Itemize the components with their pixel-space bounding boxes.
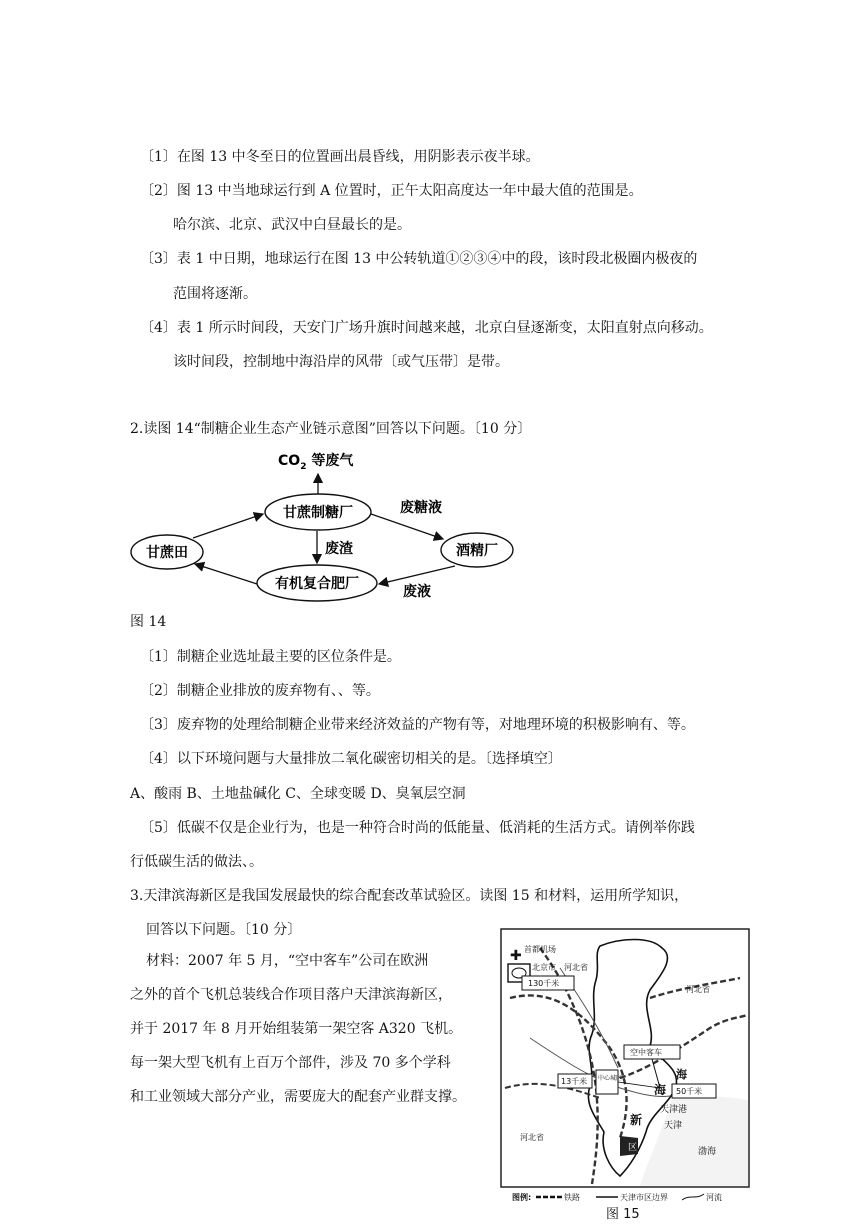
- map-qu: 区: [628, 1143, 638, 1153]
- q1-line-1: 〔1〕在图 13 中冬至日的位置画出晨昏线，用阴影表示夜半球。: [140, 149, 540, 165]
- map-beijing-label: 北京市: [532, 963, 556, 972]
- alcohol-plant-label: 酒精厂: [456, 543, 498, 559]
- map-130km: 130千米: [528, 979, 560, 988]
- map-center-city: 中心城区: [598, 1075, 623, 1082]
- q1-line-7: 该时间段，控制地中海沿岸的风带〔或气压带〕是带。: [173, 354, 509, 370]
- material-line-1: 材料：2007 年 5 月，“空中客车”公司在欧洲: [146, 953, 429, 969]
- sugar-mill-label: 甘蔗制糖厂: [283, 505, 353, 521]
- map-airbus-label: 空中客车: [630, 1048, 662, 1057]
- q2-line-4: 〔4〕以下环境问题与大量排放二氧化碳密切相关的是。〔选择填空〕: [140, 751, 562, 767]
- q2-title: 2.读图 14“制糖企业生态产业链示意图”回答以下问题。〔10 分〕: [130, 421, 532, 437]
- map-legend-label: 图例:: [512, 1193, 532, 1202]
- material-line-2: 之外的首个飞机总装线合作项目落户天津滨海新区，: [130, 987, 452, 1003]
- material-line-3: 并于 2017 年 8 月开始组装第一架空客 A320 飞机。: [130, 1021, 463, 1037]
- map-xin: 新: [630, 1113, 643, 1127]
- co2-label: $CO_2$ 等废气: [278, 453, 354, 472]
- material-line-5: 和工业领域大部分产业，需要庞大的配套产业群支撑。: [130, 1089, 466, 1105]
- map-hebei-3: 河北省: [520, 1133, 544, 1142]
- q2-line-3: 〔3〕废弃物的处理给制糖企业带来经济效益的产物有等，对地理环境的积极影响有、等。: [140, 717, 695, 733]
- sugarcane-field-label: 甘蔗田: [146, 545, 188, 561]
- map-bohai: 渤海: [698, 1147, 717, 1157]
- q1-line-5: 范围将逐渐。: [173, 286, 257, 302]
- map-tianjin: 天津: [664, 1121, 683, 1131]
- map-airport-label: 首都机场: [524, 945, 556, 954]
- q1-line-2: 〔2〕图 13 中当地球运行到 A 位置时，正午太阳高度达一年中最大值的范围是。: [140, 183, 643, 199]
- figure-14-caption: 图 14: [130, 614, 167, 630]
- q2-line-5: 〔5〕低碳不仅是企业行为，也是一种符合时尚的低能量、低消耗的生活方式。请例举你践: [140, 820, 695, 836]
- q2-options: A、酸雨 B、土地盐碱化 C、全球变暖 D、臭氧层空洞: [130, 786, 466, 802]
- map-hai-1: 海: [654, 1083, 667, 1097]
- waste-molasses-label: 废糖液: [400, 500, 442, 516]
- q3-title-2: 回答以下问题。〔10 分〕: [146, 922, 302, 938]
- q2-line-6: 行低碳生活的做法、。: [130, 854, 263, 870]
- map-hai-2: 海: [676, 1068, 687, 1081]
- map-tianjin-port: 天津港: [660, 1105, 688, 1115]
- q1-line-3: 哈尔滨、北京、武汉中白昼最长的是。: [173, 217, 411, 233]
- figure-15-caption: 图 15: [606, 1207, 640, 1222]
- map-13km: 13千米: [561, 1077, 588, 1086]
- waste-liquid-label: 废液: [403, 584, 431, 600]
- q2-line-2: 〔2〕制糖企业排放的废弃物有、、等。: [140, 683, 380, 699]
- residue-label: 废渣: [325, 541, 353, 557]
- industry-chain-diagram: [125, 450, 525, 610]
- map-hebei-1: 河北省: [564, 963, 588, 972]
- map-50km: 50千米: [676, 1087, 703, 1096]
- q1-line-4: 〔3〕表 1 中日期，地球运行在图 13 中公转轨道①②③④中的段，该时段北极圈内极夜的: [140, 251, 698, 267]
- q3-title: 3.天津滨海新区是我国发展最快的综合配套改革试验区。读图 15 和材料，运用所学知识，: [130, 888, 689, 904]
- svg-text:✚: ✚: [510, 948, 522, 964]
- q1-line-6: 〔4〕表 1 所示时间段，天安门广场升旗时间越来越，北京白昼逐渐变，太阳直射点向移动。: [140, 320, 713, 336]
- figure-15-map: [500, 928, 750, 1208]
- q2-line-1: 〔1〕制糖企业选址最主要的区位条件是。: [140, 649, 401, 665]
- material-line-4: 每一架大型飞机有上百万个部件，涉及 70 多个学科: [130, 1055, 451, 1071]
- fertilizer-plant-label: 有机复合肥厂: [275, 576, 359, 592]
- map-hebei-2: 河北省: [686, 985, 710, 994]
- map-legend-rail: 铁路: [564, 1193, 580, 1202]
- map-legend-boundary: 天津市区边界: [620, 1193, 668, 1202]
- map-legend-river: 河流: [706, 1193, 722, 1202]
